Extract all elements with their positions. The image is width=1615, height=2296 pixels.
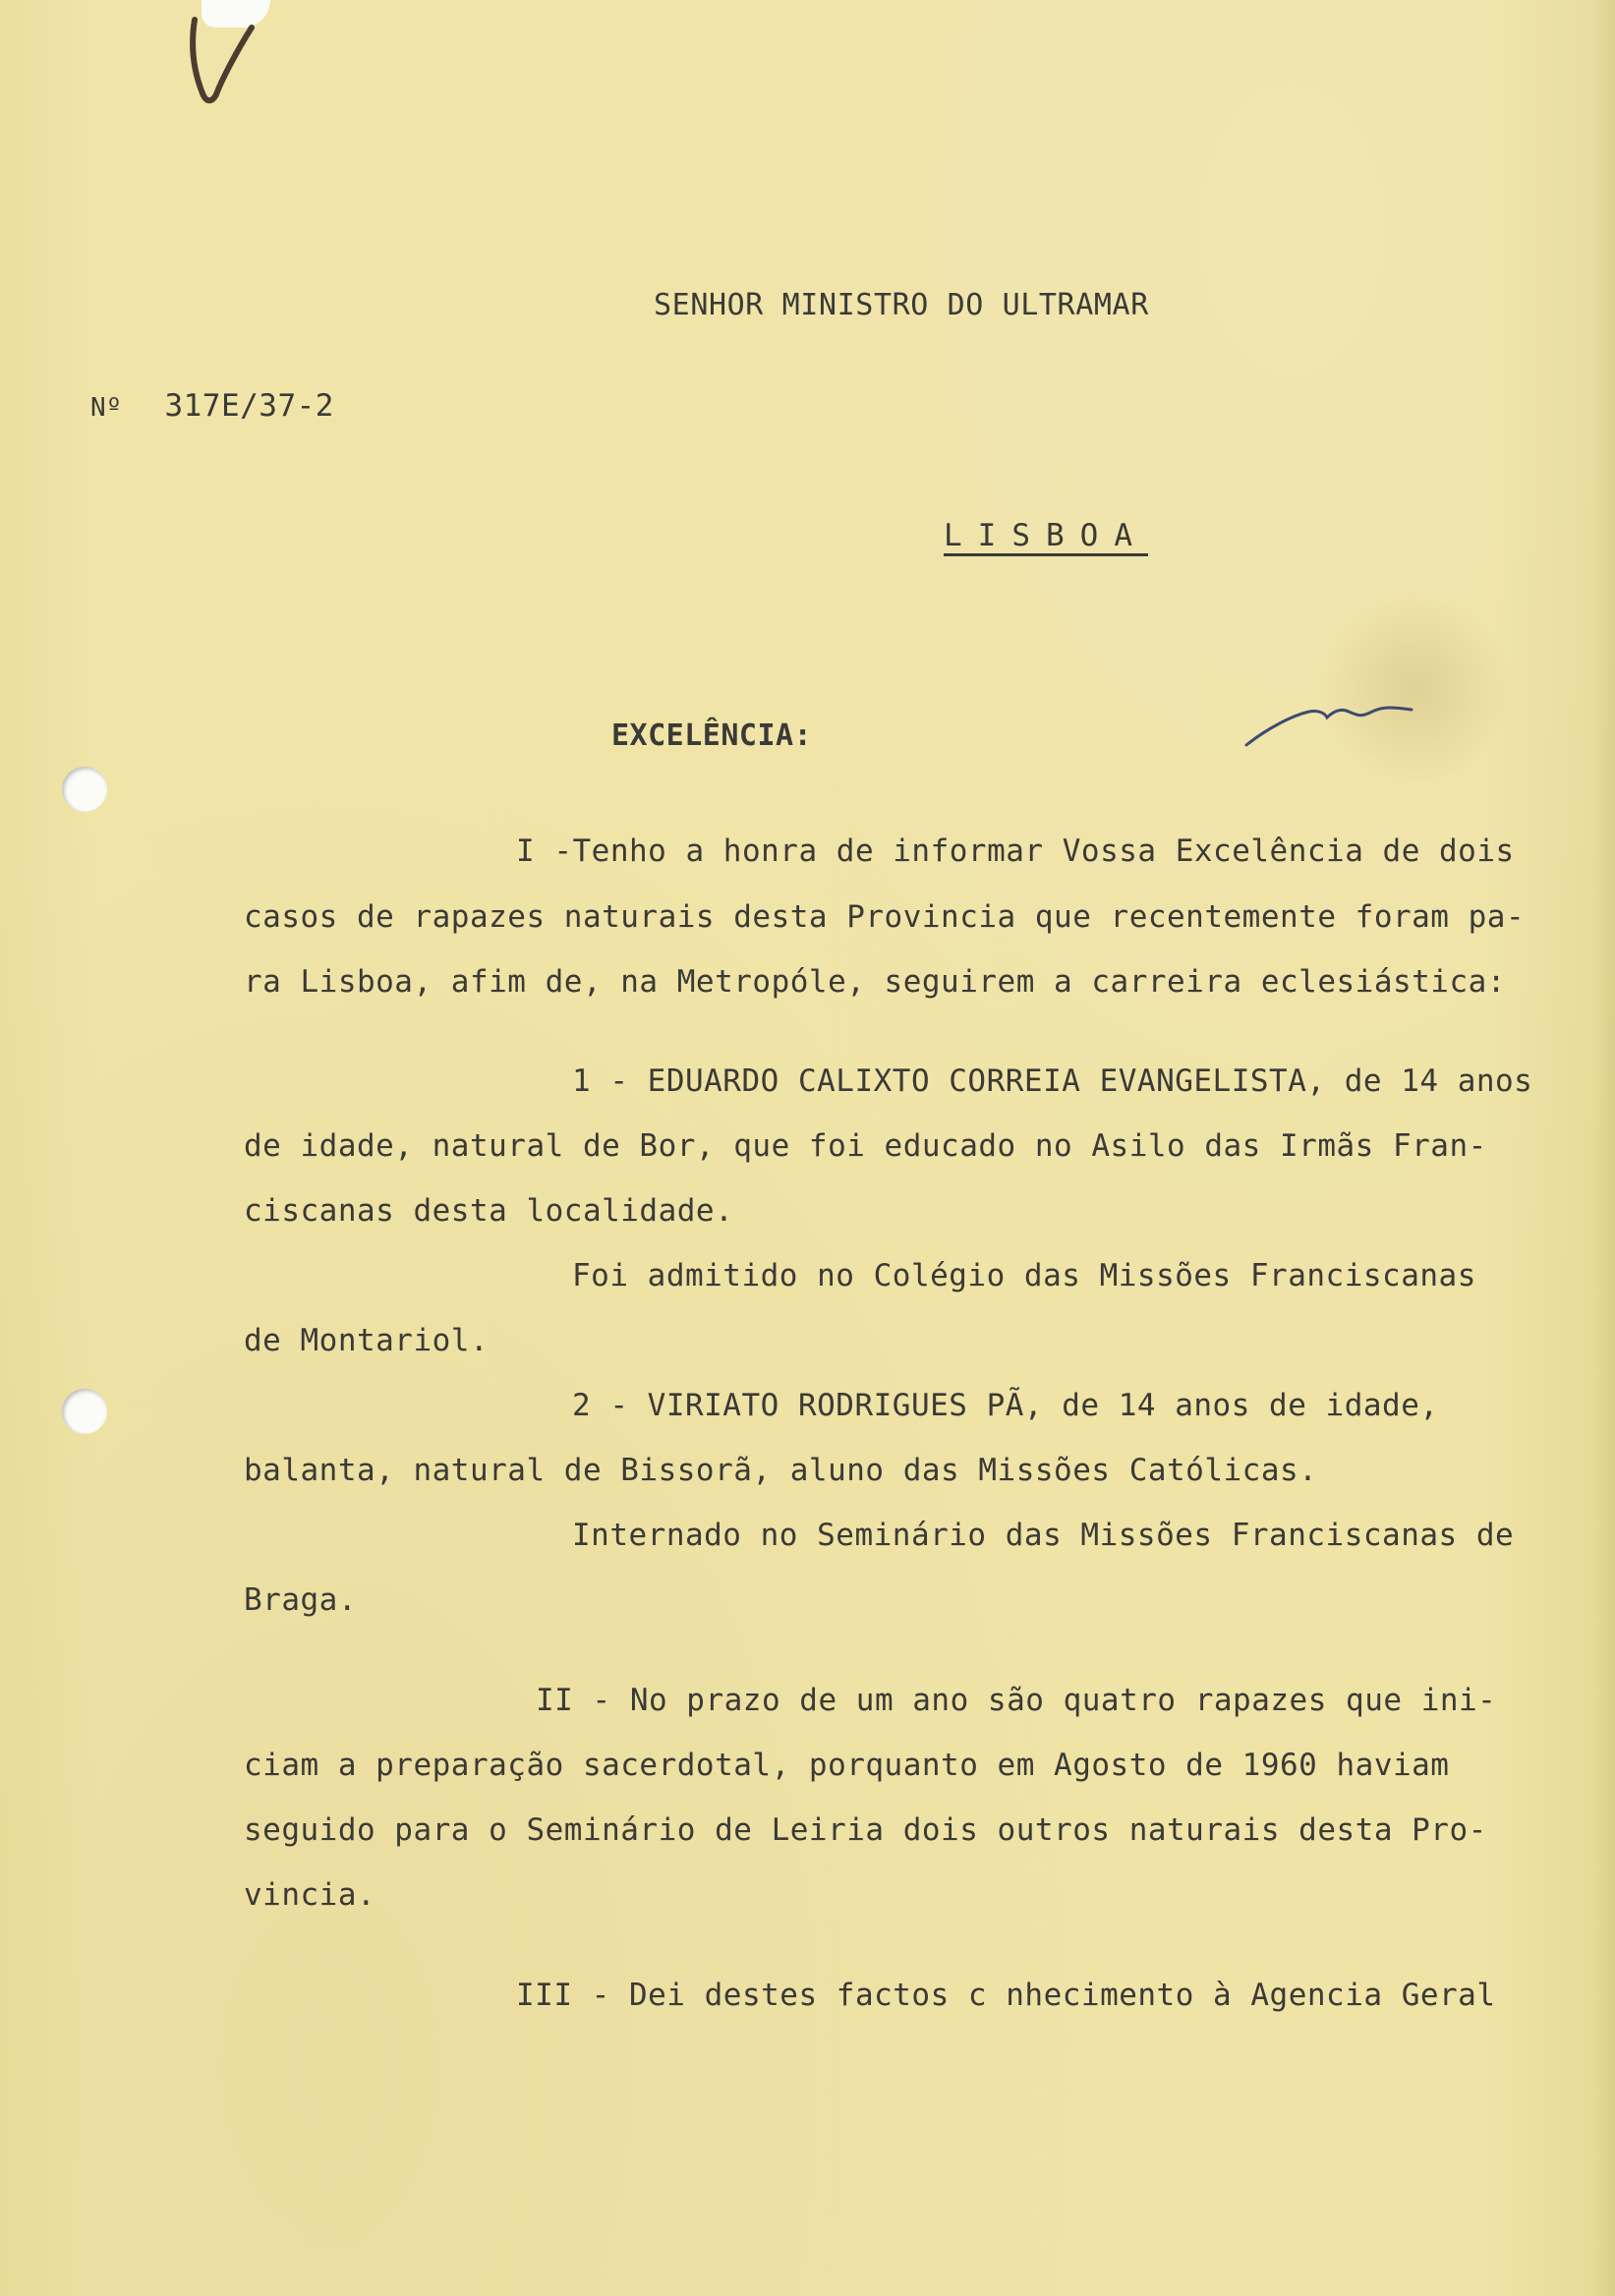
addressee-heading: SENHOR MINISTRO DO ULTRAMAR [654, 288, 1149, 322]
body-line: vincia. [244, 1877, 376, 1913]
body-line: ciam a preparação sacerdotal, porquanto em Agosto de 1960 haviam [244, 1748, 1450, 1783]
handwritten-mark-icon [177, 10, 285, 118]
body-line: 2 - VIRIATO RODRIGUES PÃ, de 14 anos de idade, [572, 1388, 1439, 1423]
body-line: Internado no Seminário das Missões Franciscanas de [572, 1518, 1515, 1553]
body-line: II - No prazo de um ano são quatro rapazes que ini- [536, 1683, 1497, 1718]
body-line: de Montariol. [244, 1323, 490, 1358]
body-line: seguido para o Seminário de Leiria dois outros naturais desta Pro- [244, 1812, 1487, 1848]
body-line: III - Dei destes factos c nhecimento à Agencia Geral [516, 1978, 1496, 2013]
body-line: balanta, natural de Bissorã, aluno das Missões Católicas. [244, 1453, 1318, 1488]
salutation: EXCELÊNCIA: [611, 718, 813, 753]
paper-edge-shadow [1593, 0, 1615, 2296]
body-line: ciscanas desta localidade. [244, 1193, 734, 1229]
body-line: Braga. [244, 1582, 357, 1618]
body-line: ra Lisboa, afim de, na Metropóle, seguirem a carreira eclesiástica: [244, 964, 1506, 1000]
body-line: I -Tenho a honra de informar Vossa Excelência de dois [516, 833, 1515, 869]
punch-hole-icon [62, 1389, 107, 1434]
reference-number [90, 373, 334, 440]
punch-hole-icon [62, 767, 107, 812]
initials-signature-icon [1239, 688, 1425, 757]
city-heading: LISBOA [944, 518, 1148, 553]
body-line: 1 - EDUARDO CALIXTO CORREIA EVANGELISTA, de 14 anos [572, 1063, 1533, 1099]
body-line: casos de rapazes naturais desta Provincia que recentemente foram pa- [244, 899, 1526, 935]
body-line: de idade, natural de Bor, que foi educado no Asilo das Irmãs Fran- [244, 1128, 1487, 1164]
body-line: Foi admitido no Colégio das Missões Franciscanas [572, 1258, 1476, 1293]
reference-label: Nº [90, 393, 123, 423]
reference-value: 317E/37-2 [164, 388, 334, 424]
